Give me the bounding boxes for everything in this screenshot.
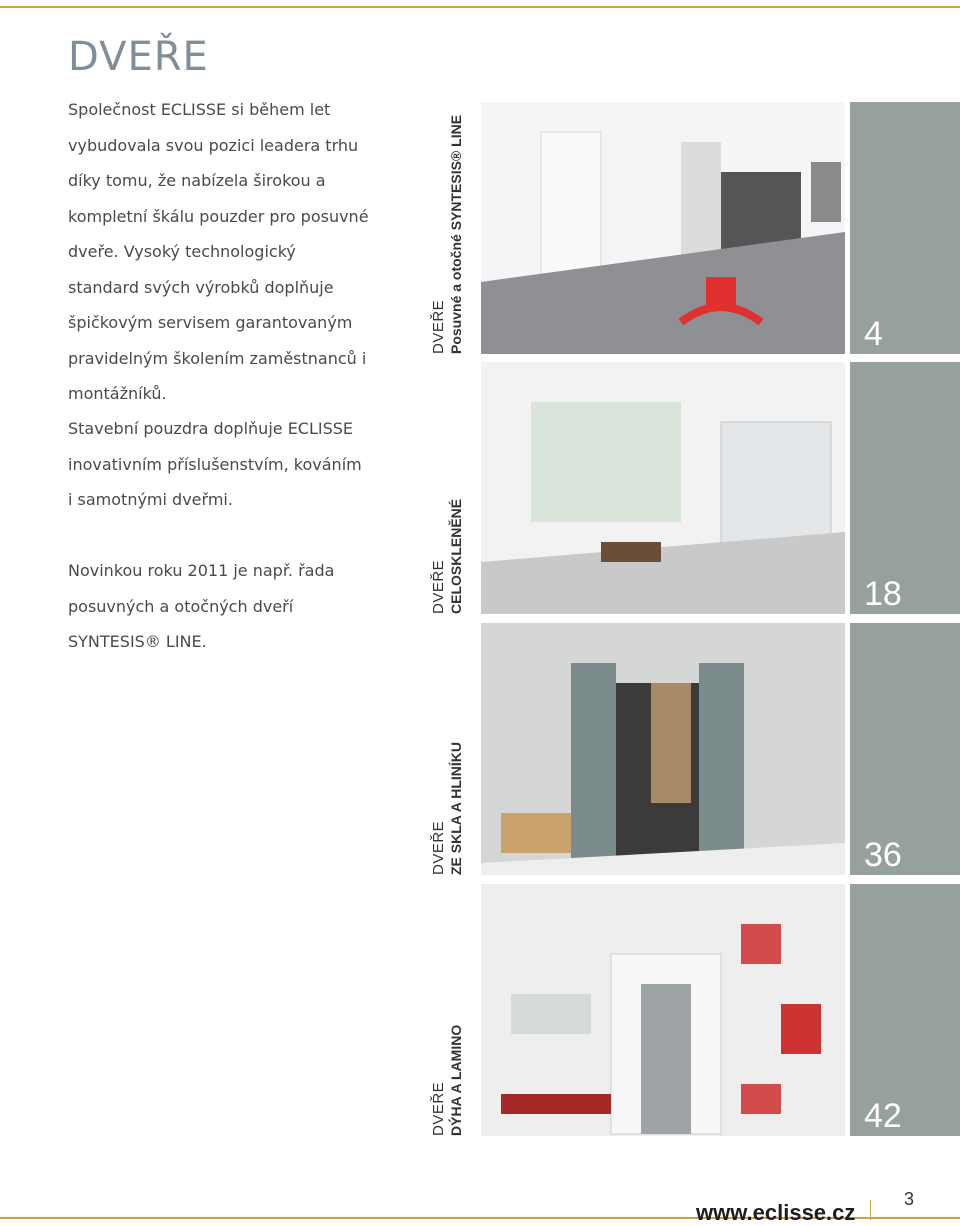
section-glass[interactable] [430,362,960,614]
section-category: DVEŘE [430,299,447,354]
intro-paragraph: Společnost ECLISSE si během let vybudovala svou pozici leadera trhu díky tomu, že nabízela širokou a kompletní škálu pouzder pro posuvné dveře. Vysoký technologický standard svých výrobků doplňuje špičkovým servisem garantovaným pravidelným školením zaměstnanců i montážníků. [68,100,369,403]
section-label [430,884,480,1136]
section-photo [481,362,845,614]
section-photo [481,623,845,875]
novelty-paragraph: Novinkou roku 2011 je např. řada posuvných a otočných dveří SYNTESIS® LINE. [68,561,335,651]
accessories-paragraph: Stavební pouzdra doplňuje ECLISSE inovativním příslušenstvím, kováním i samotnými dveřmi. [68,419,362,509]
section-category: DVEŘE [430,820,447,875]
website-link[interactable]: www.eclisse.cz [696,1200,856,1225]
section-subtitle: CELOSKLENĚNÉ [448,498,464,614]
section-category: DVEŘE [430,559,447,614]
section-label [430,362,480,614]
section-subtitle: Posuvné a otočné SYNTESIS® LINE [448,114,464,354]
section-category: DVEŘE [430,1081,447,1136]
section-subtitle: DÝHA A LAMINO [448,1024,464,1136]
footer-separator [870,1200,871,1220]
section-glass-aluminium[interactable] [430,623,960,875]
top-rule [0,6,960,8]
page-number: 3 [904,1189,915,1209]
section-label [430,102,480,354]
section-veneer[interactable] [430,884,960,1136]
section-photo [481,884,845,1136]
page-ref-number: 4 [864,315,883,353]
page-title: DVEŘE [68,34,209,80]
section-subtitle: ZE SKLA A HLINÍKU [448,742,464,875]
page-ref-number: 36 [864,836,902,874]
section-syntesis[interactable] [430,102,960,354]
page-ref-number: 42 [864,1097,902,1135]
section-photo [481,102,845,354]
section-label [430,623,480,875]
page-ref-number: 18 [864,575,902,613]
